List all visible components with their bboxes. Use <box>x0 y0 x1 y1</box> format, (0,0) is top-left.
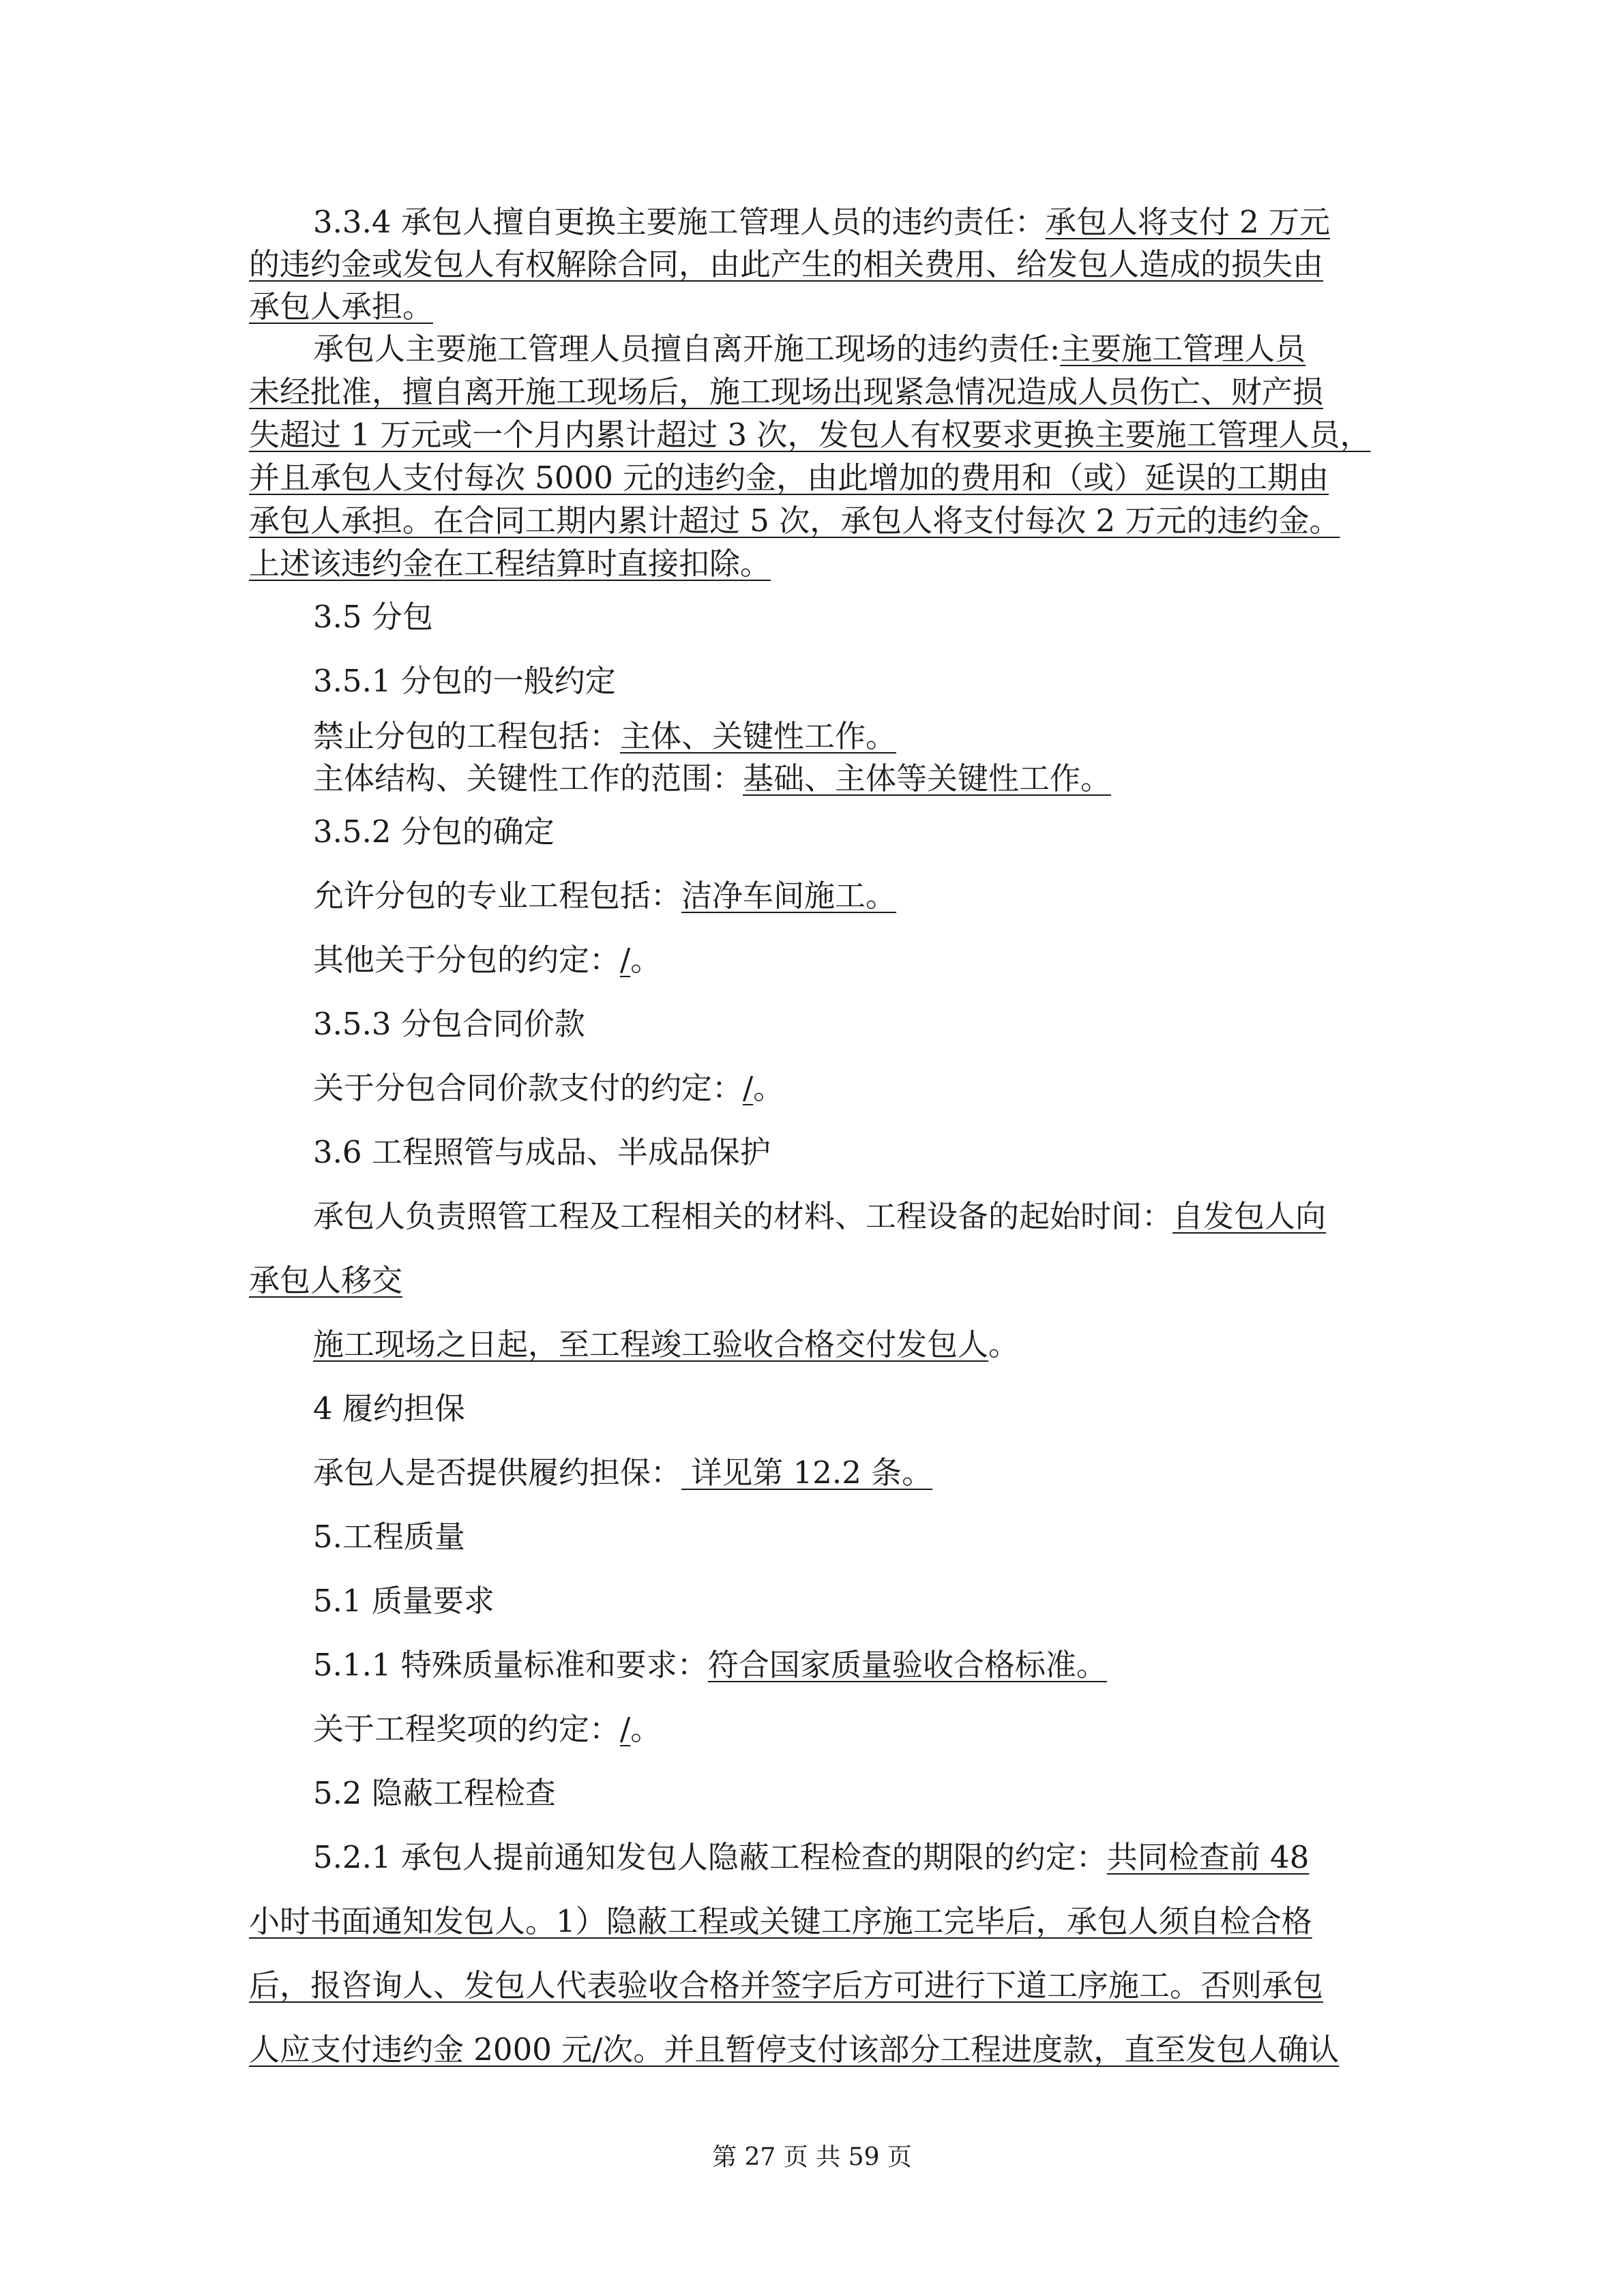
text-line: 允许分包的专业工程包括：洁净车间施工。 <box>313 878 897 914</box>
text-line: 3.3.4 承包人擅自更换主要施工管理人员的违约责任：承包人将支付 2 万元 <box>313 204 1331 240</box>
text-line: 承包人移交 <box>249 1262 403 1298</box>
page-footer: 第 27 页 共 59 页 <box>712 2143 912 2171</box>
text-line: 后，报咨询人、发包人代表验收合格并签字后方可进行下道工序施工。否则承包 <box>249 1967 1324 2003</box>
text-line: 5.2.1 承包人提前通知发包人隐蔽工程检查的期限的约定：共同检查前 48 <box>313 1839 1310 1875</box>
section-heading: 3.6 工程照管与成品、半成品保护 <box>313 1134 771 1170</box>
text-line: 承包人主要施工管理人员擅自离开施工现场的违约责任:主要施工管理人员 <box>313 331 1306 367</box>
text-line: 承包人承担。 <box>249 288 434 325</box>
text-line: 承包人负责照管工程及工程相关的材料、工程设备的起始时间：自发包人向 <box>313 1198 1327 1234</box>
text-line: 主体结构、关键性工作的范围：基础、主体等关键性工作。 <box>313 760 1112 796</box>
text-line: 失超过 1 万元或一个月内累计超过 3 次，发包人有权要求更换主要施工管理人员， <box>249 417 1371 453</box>
section-heading: 3.5.2 分包的确定 <box>313 814 555 850</box>
text-line: 关于工程奖项的约定：/。 <box>313 1711 662 1747</box>
text-line: 的违约金或发包人有权解除合同，由此产生的相关费用、给发包人造成的损失由 <box>249 246 1324 282</box>
text-line: 禁止分包的工程包括：主体、关键性工作。 <box>313 718 897 754</box>
section-heading: 3.5.1 分包的一般约定 <box>313 663 616 699</box>
text-line: 其他关于分包的约定：/。 <box>313 942 662 978</box>
text-line: 上述该违约金在工程结算时直接扣除。 <box>249 546 771 582</box>
section-heading: 5.2 隐蔽工程检查 <box>313 1775 556 1811</box>
text-line: 5.1.1 特殊质量标准和要求：符合国家质量验收合格标准。 <box>313 1647 1107 1683</box>
section-heading: 3.5.3 分包合同价款 <box>313 1006 585 1042</box>
section-heading: 4 履约担保 <box>313 1390 465 1427</box>
text-line: 承包人承担。在合同工期内累计超过 5 次，承包人将支付每次 2 万元的违约金。 <box>249 503 1340 539</box>
text-line: 施工现场之日起，至工程竣工验收合格交付发包人。 <box>313 1326 1020 1362</box>
section-heading: 5.工程质量 <box>313 1519 465 1555</box>
text-line: 关于分包合同价款支付的约定：/。 <box>313 1070 784 1106</box>
text-line: 承包人是否提供履约担保： 详见第 12.2 条。 <box>313 1455 933 1491</box>
text-line: 未经批准，擅自离开施工现场后，施工现场出现紧急情况造成人员伤亡、财产损 <box>249 374 1324 410</box>
section-heading: 3.5 分包 <box>313 599 433 635</box>
text-line: 并且承包人支付每次 5000 元的违约金，由此增加的费用和（或）延误的工期由 <box>249 460 1329 496</box>
section-heading: 5.1 质量要求 <box>313 1583 494 1619</box>
text-line: 小时书面通知发包人。1）隐蔽工程或关键工序施工完毕后，承包人须自检合格 <box>249 1903 1312 1939</box>
text-line: 人应支付违约金 2000 元/次。并且暂停支付该部分工程进度款，直至发包人确认 <box>249 2031 1340 2068</box>
